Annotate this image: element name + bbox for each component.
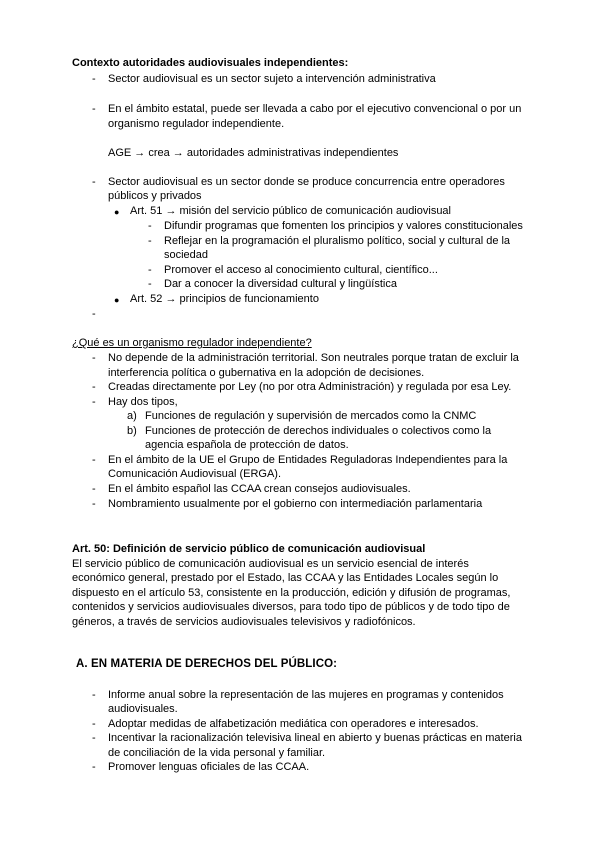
- dash-marker: -: [148, 264, 152, 276]
- dash-marker: -: [92, 689, 96, 701]
- list-item: Incentivar la racionalización televisiva lineal en abierto y buenas prácticas en materia: [108, 732, 522, 744]
- list-item: En el ámbito de la UE el Grupo de Entidades Reguladoras Independientes para la: [108, 454, 508, 466]
- sub-list-item: Reflejar en la programación el pluralismo político, social y cultural de la: [164, 235, 511, 247]
- sub-list-item-continuation: sociedad: [164, 249, 209, 261]
- dash-marker: -: [92, 483, 96, 495]
- paragraph-line: económico general, prestado por el Estado, las CCAA y las Entidades Locales según lo: [72, 572, 499, 584]
- age-line: AGE → crea → autoridades administrativas independientes: [108, 147, 399, 159]
- section-title-derechos: A. EN MATERIA DE DERECHOS DEL PÚBLICO:: [76, 658, 338, 670]
- list-item: Nombramiento usualmente por el gobierno con intermediación parlamentaria: [108, 498, 483, 510]
- list-item: Informe anual sobre la representación de las mujeres en programas y contenidos: [108, 689, 504, 701]
- sub-list-item-continuation: agencia española de protección de datos.: [145, 439, 349, 451]
- sub-list-item: Promover el acceso al conocimiento cultural, científico...: [164, 264, 438, 276]
- list-item: Adoptar medidas de alfabetización mediática con operadores e interesados.: [108, 718, 479, 730]
- section-title-contexto: Contexto autoridades audiovisuales independientes:: [72, 57, 349, 69]
- dash-marker: -: [148, 220, 152, 232]
- dash-marker: -: [92, 732, 96, 744]
- list-item-continuation: públicos y privados: [108, 190, 202, 202]
- list-item: Sector audiovisual es un sector donde se produce concurrencia entre operadores: [108, 176, 505, 188]
- dash-marker: -: [148, 278, 152, 290]
- list-item: Hay dos tipos,: [108, 396, 178, 408]
- sub-list-label: b): [127, 425, 137, 437]
- paragraph-line: contenidos y servicios audiovisuales diversos, para todo tipo de públicos y de todo tipo de: [72, 601, 510, 613]
- dash-marker: -: [92, 396, 96, 408]
- bullet-marker: ●: [114, 207, 120, 217]
- section-title-art50: Art. 50: Definición de servicio público de comunicación audiovisual: [72, 543, 426, 555]
- dash-marker: -: [92, 718, 96, 730]
- sub-list-label: a): [127, 410, 137, 422]
- list-item-continuation: Comunicación Audiovisual (ERGA).: [108, 468, 282, 480]
- list-item-continuation: de conciliación de la vida personal y familiar.: [108, 747, 326, 759]
- paragraph-line: dispuesto en el artículo 53, consistente en la producción, edición y difusión de programas,: [72, 587, 511, 599]
- list-item-continuation: interferencia política o gubernativa en la adopción de decisiones.: [108, 367, 425, 379]
- dash-marker: -: [92, 381, 96, 393]
- sub-list-item: Difundir programas que fomenten los principios y valores constitucionales: [164, 220, 523, 232]
- list-item-continuation: organismo regulador independiente.: [108, 118, 285, 130]
- dash-marker: -: [92, 176, 96, 188]
- list-item: Creadas directamente por Ley (no por otra Administración) y regulada por esa Ley.: [108, 381, 512, 393]
- list-item: No depende de la administración territorial. Son neutrales porque tratan de excluir la: [108, 352, 519, 364]
- sub-list-item: Dar a conocer la diversidad cultural y lingüística: [164, 278, 397, 290]
- sub-list-item: Funciones de protección de derechos individuales o colectivos como la: [145, 425, 492, 437]
- art51-item: Art. 51 → misión del servicio público de comunicación audiovisual: [130, 205, 451, 217]
- list-item: En el ámbito español las CCAA crean consejos audiovisuales.: [108, 483, 411, 495]
- dash-marker: -: [92, 352, 96, 364]
- sub-list-item: Funciones de regulación y supervisión de mercados como la CNMC: [145, 410, 477, 422]
- dash-marker: -: [92, 454, 96, 466]
- dash-marker: -: [92, 73, 96, 85]
- dash-marker: -: [148, 235, 152, 247]
- list-item: Promover lenguas oficiales de las CCAA.: [108, 761, 310, 773]
- dash-marker: -: [92, 761, 96, 773]
- section-title-organismo: ¿Qué es un organismo regulador independiente?: [72, 337, 312, 349]
- paragraph-line: El servicio público de comunicación audiovisual es un servicio esencial de interés: [72, 558, 469, 570]
- paragraph-line: géneros, a través de servicios audiovisuales televisivos y radiofónicos.: [72, 616, 416, 628]
- list-item: En el ámbito estatal, puede ser llevada a cabo por el ejecutivo convencional o por un: [108, 103, 522, 115]
- dash-marker: -: [92, 103, 96, 115]
- dash-marker: -: [92, 308, 96, 320]
- dash-marker: -: [92, 498, 96, 510]
- list-item: Sector audiovisual es un sector sujeto a intervención administrativa: [108, 73, 436, 85]
- art52-item: Art. 52 → principios de funcionamiento: [130, 293, 319, 305]
- bullet-marker: ●: [114, 295, 120, 305]
- list-item-continuation: audiovisuales.: [108, 703, 178, 715]
